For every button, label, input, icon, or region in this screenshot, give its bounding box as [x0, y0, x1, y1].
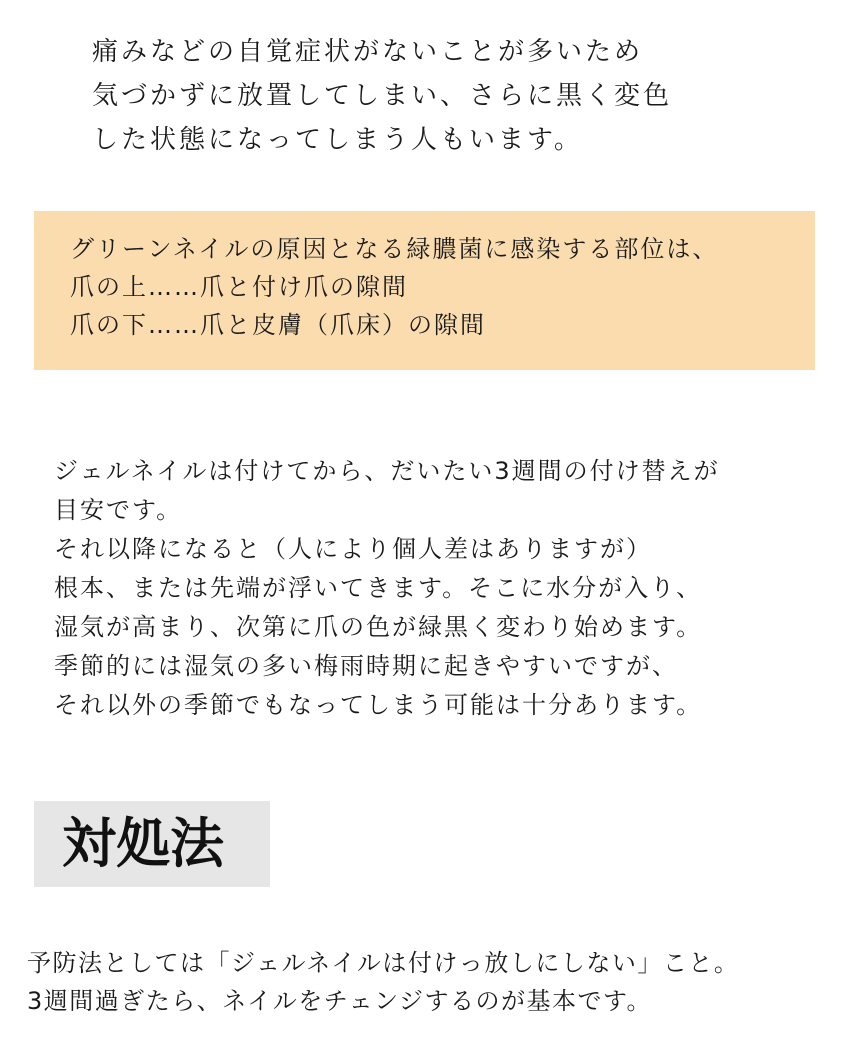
- body-line: ジェルネイルは付けてから、だいたい3週間の付け替えが: [54, 457, 720, 485]
- body-line: それ以外の季節でもなってしまう可能は十分あります。: [54, 691, 703, 719]
- intro-line: 気づかずに放置してしまい、さらに黒く変色: [92, 81, 673, 111]
- prevention-paragraph: [27, 944, 739, 1020]
- callout-line: 爪の下……爪と皮膚（爪床）の隙間: [70, 311, 486, 339]
- body-line: 季節的には湿気の多い梅雨時期に起きやすいですが、: [54, 652, 678, 680]
- intro-paragraph: [92, 30, 672, 162]
- prevention-line: 予防法としては「ジェルネイルは付けっ放しにしない」こと。: [27, 949, 740, 977]
- section-heading: 対処法: [34, 801, 270, 887]
- body-line: それ以降になると（人により個人差はありますが）: [54, 535, 652, 563]
- body-line: 根本、または先端が浮いてきます。そこに水分が入り、: [54, 574, 703, 602]
- explanation-paragraph: [54, 452, 720, 725]
- intro-line: 痛みなどの自覚症状がないことが多いため: [92, 37, 644, 67]
- cause-callout-box: [34, 211, 815, 370]
- body-line: 目安です。: [54, 496, 183, 524]
- intro-line: した状態になってしまう人もいます。: [92, 125, 583, 155]
- callout-line: 爪の上……爪と付け爪の隙間: [70, 273, 408, 301]
- body-line: 湿気が高まり、次第に爪の色が緑黒く変わり始めます。: [54, 613, 703, 641]
- callout-line: グリーンネイルの原因となる緑膿菌に感染する部位は、: [70, 235, 719, 263]
- prevention-line: 3週間過ぎたら、ネイルをチェンジするのが基本です。: [27, 987, 653, 1015]
